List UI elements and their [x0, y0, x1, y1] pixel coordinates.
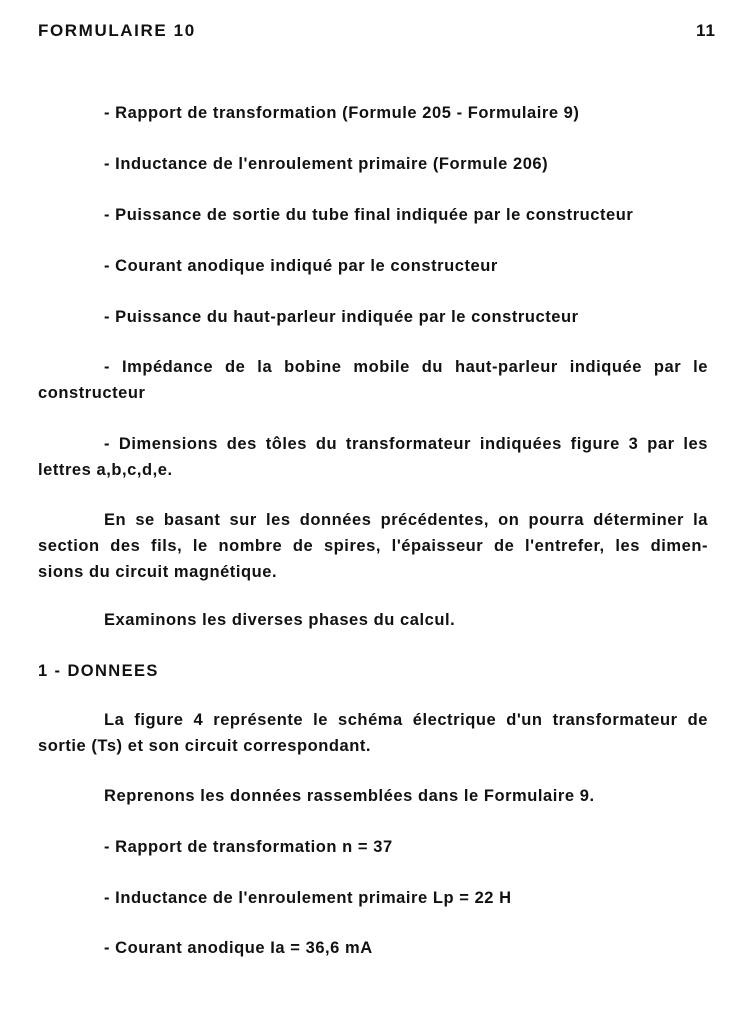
- paragraph-figure-line1: La figure 4 représente le schéma électrique d'un transformateur de: [104, 711, 708, 729]
- list-item-dimensions-line1: - Dimensions des tôles du transformateur indiquées figure 3 par les: [104, 435, 708, 453]
- page-header-title: FORMULAIRE 10: [38, 21, 196, 40]
- data-item-ratio: - Rapport de transformation n = 37: [104, 838, 393, 856]
- paragraph-figure-line2: sortie (Ts) et son circuit correspondant.: [38, 737, 372, 755]
- list-item: - Rapport de transformation (Formule 205 - Formulaire 9): [104, 104, 580, 122]
- page-number: 11: [696, 21, 716, 40]
- paragraph-basis-line3: sions du circuit magnétique.: [38, 563, 278, 581]
- data-item-current: - Courant anodique Ia = 36,6 mA: [104, 939, 373, 957]
- paragraph-reprise: Reprenons les données rassemblées dans le Formulaire 9.: [104, 787, 595, 805]
- section-heading: 1 - DONNEES: [38, 662, 159, 680]
- data-item-inductance: - Inductance de l'enroulement primaire Lp = 22 H: [104, 889, 512, 907]
- paragraph-basis-line2: section des fils, le nombre de spires, l'épaisseur de l'entrefer, les dimen-: [38, 537, 708, 555]
- list-item-impedance-line2: constructeur: [38, 384, 146, 402]
- list-item: - Puissance du haut-parleur indiquée par le constructeur: [104, 308, 579, 326]
- list-item: - Inductance de l'enroulement primaire (Formule 206): [104, 155, 549, 173]
- list-item-impedance-line1: - Impédance de la bobine mobile du haut-parleur indiquée par le: [104, 358, 708, 376]
- list-item: - Courant anodique indiqué par le constructeur: [104, 257, 498, 275]
- paragraph-basis-line1: En se basant sur les données précédentes, on pourra déterminer la: [104, 511, 708, 529]
- list-item: - Puissance de sortie du tube final indiquée par le constructeur: [104, 206, 634, 224]
- list-item-dimensions-line2: lettres a,b,c,d,e.: [38, 461, 173, 479]
- paragraph-examine: Examinons les diverses phases du calcul.: [104, 611, 456, 629]
